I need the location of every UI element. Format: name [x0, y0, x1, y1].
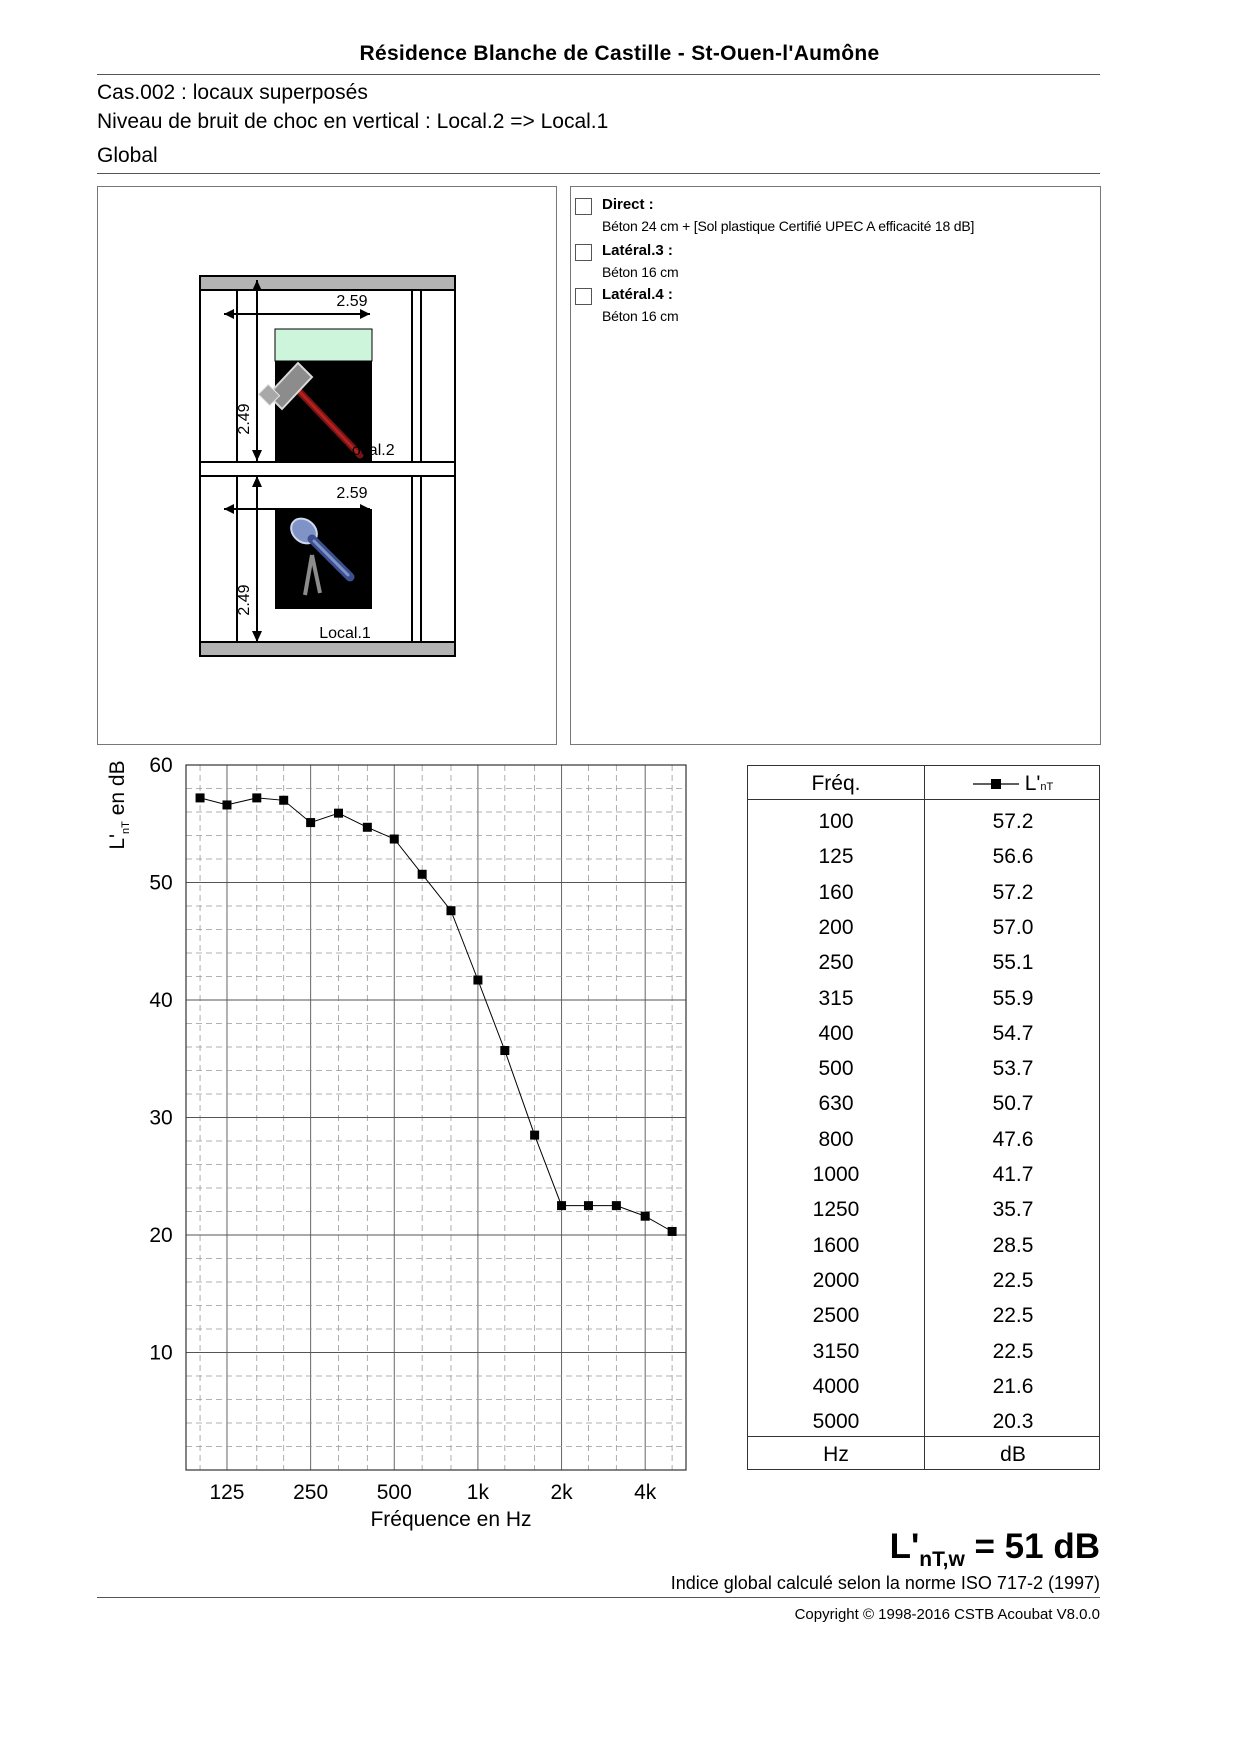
table-row-value: 28.5 [992, 1233, 1034, 1257]
table-row-freq: 5000 [812, 1410, 860, 1434]
global-index-result [890, 1527, 1100, 1572]
x-tick-label: 1k [466, 1481, 489, 1504]
data-point [612, 1201, 621, 1210]
copyright: Copyright © 1998-2016 CSTB Acoubat V8.0.0 [794, 1606, 1100, 1623]
lower-room-name: Local.1 [319, 625, 371, 642]
table-row-value: 55.9 [992, 986, 1034, 1010]
table-row-value: 20.3 [992, 1410, 1034, 1434]
x-tick-label: 4k [634, 1481, 657, 1504]
result-value: = 51 dB [964, 1527, 1100, 1566]
y-axis-label: $L'_{nT}$ en dB [106, 760, 132, 850]
table-row-freq: 1250 [812, 1198, 860, 1222]
table-row-freq: 315 [818, 986, 854, 1010]
chart-grid [186, 765, 686, 1470]
table-row-value: 57.2 [992, 880, 1034, 904]
table-row-freq: 500 [818, 1057, 854, 1081]
description-line: Niveau de bruit de choc en vertical : Local.2 => Local.1 [97, 110, 609, 133]
x-tick-label: 500 [376, 1481, 412, 1504]
table-row-value: 22.5 [992, 1268, 1034, 1292]
table-column-divider [924, 766, 925, 1469]
table-header-line [748, 799, 1099, 800]
table-header-freq: Fréq. [811, 772, 861, 795]
data-point [196, 793, 205, 802]
table-row-value: 50.7 [992, 1092, 1034, 1116]
table-footer-line [748, 1436, 1099, 1437]
table-row-value: 41.7 [992, 1163, 1034, 1186]
table-row-value: 57.2 [992, 810, 1034, 833]
table-row-value: 57.0 [992, 915, 1034, 939]
data-point [446, 906, 455, 915]
legend-line-marker-icon [973, 777, 1019, 791]
y-tick-label: 30 [149, 1106, 173, 1130]
table-row-value: 22.5 [992, 1304, 1034, 1328]
table-row-freq: 2500 [812, 1304, 860, 1328]
table-row-freq: 400 [818, 1021, 854, 1045]
data-point [668, 1227, 677, 1236]
legend-description: Béton 16 cm [602, 308, 679, 324]
data-point [584, 1201, 593, 1210]
y-tick-label: 40 [149, 989, 173, 1012]
x-tick-label: 125 [209, 1481, 245, 1504]
x-tick-label: 250 [293, 1481, 329, 1504]
page-title: Résidence Blanche de Castille - St-Ouen-l'Aumône [359, 42, 880, 65]
result-symbol: L' [889, 1527, 920, 1566]
case-line: Cas.002 : locaux superposés [97, 81, 368, 104]
result-subscript: nT,w [919, 1548, 965, 1571]
data-point [363, 823, 372, 832]
data-point [418, 870, 427, 879]
data-point [530, 1131, 539, 1140]
data-point [641, 1212, 650, 1221]
x-tick-label: 2k [550, 1481, 573, 1504]
table-footer-value: dB [1000, 1443, 1026, 1466]
table-row-freq: 250 [818, 951, 854, 975]
table-row-freq: 200 [818, 915, 854, 939]
table-row-value: 21.6 [992, 1374, 1034, 1398]
table-row-freq: 2000 [812, 1268, 860, 1292]
legend-label: Latéral.4 : [602, 286, 673, 303]
upper-width-label: 2.59 [336, 293, 368, 310]
table-row-freq: 3150 [812, 1339, 860, 1363]
norm-note: Indice global calculé selon la norme ISO 717-2 (1997) [670, 1573, 1100, 1593]
legend-label: Latéral.3 : [602, 242, 673, 259]
table-header-value [925, 772, 1101, 796]
table-row-freq: 1000 [812, 1163, 860, 1186]
table-row-freq: 125 [818, 845, 854, 869]
table-row-freq: 800 [818, 1127, 854, 1151]
series-line [200, 798, 672, 1232]
data-point [306, 818, 315, 827]
data-point [222, 800, 231, 809]
legend-description: Béton 24 cm + [Sol plastique Certifié UPEC A efficacité 18 dB] [602, 218, 975, 234]
table-row-value: 56.6 [992, 845, 1034, 869]
x-axis-label: Fréquence en Hz [370, 1508, 532, 1531]
y-tick-label: 50 [149, 871, 173, 895]
data-point [252, 793, 261, 802]
series-lnt [196, 793, 677, 1236]
y-tick-label: 10 [149, 1341, 173, 1365]
data-point [390, 835, 399, 844]
upper-room-name: Local.2 [343, 442, 395, 459]
table-row-value: 53.7 [992, 1057, 1034, 1081]
table-header-value-label: L'nT [1024, 772, 1054, 795]
y-tick-label: 60 [149, 754, 173, 777]
table-row-value: 35.7 [992, 1198, 1034, 1222]
data-point [473, 976, 482, 985]
x-tick-labels [209, 1481, 656, 1504]
data-point [279, 796, 288, 805]
table-row-value: 22.5 [992, 1339, 1034, 1363]
scope-line: Global [97, 144, 158, 167]
data-point [500, 1046, 509, 1055]
table-row-freq: 630 [818, 1092, 854, 1116]
table-row-freq: 1600 [812, 1233, 860, 1257]
data-point [334, 809, 343, 818]
data-point [557, 1201, 566, 1210]
table-row-freq: 100 [818, 810, 854, 833]
y-tick-labels [149, 754, 172, 1365]
table-row-value: 54.7 [992, 1021, 1034, 1045]
table-row-value: 47.6 [992, 1127, 1034, 1151]
table-footer-freq: Hz [823, 1443, 849, 1466]
lower-height-label: 2.49 [236, 584, 253, 616]
table-row-freq: 160 [818, 880, 854, 904]
values-table [747, 765, 1100, 1470]
legend-label: Direct : [602, 196, 654, 213]
lower-width-label: 2.59 [336, 485, 368, 502]
table-row-value: 55.1 [992, 951, 1034, 975]
footer-divider [97, 1597, 1100, 1598]
y-tick-label: 20 [149, 1224, 173, 1247]
legend-description: Béton 16 cm [602, 264, 679, 280]
upper-height-label: 2.49 [236, 403, 253, 435]
table-row-freq: 4000 [812, 1374, 860, 1398]
